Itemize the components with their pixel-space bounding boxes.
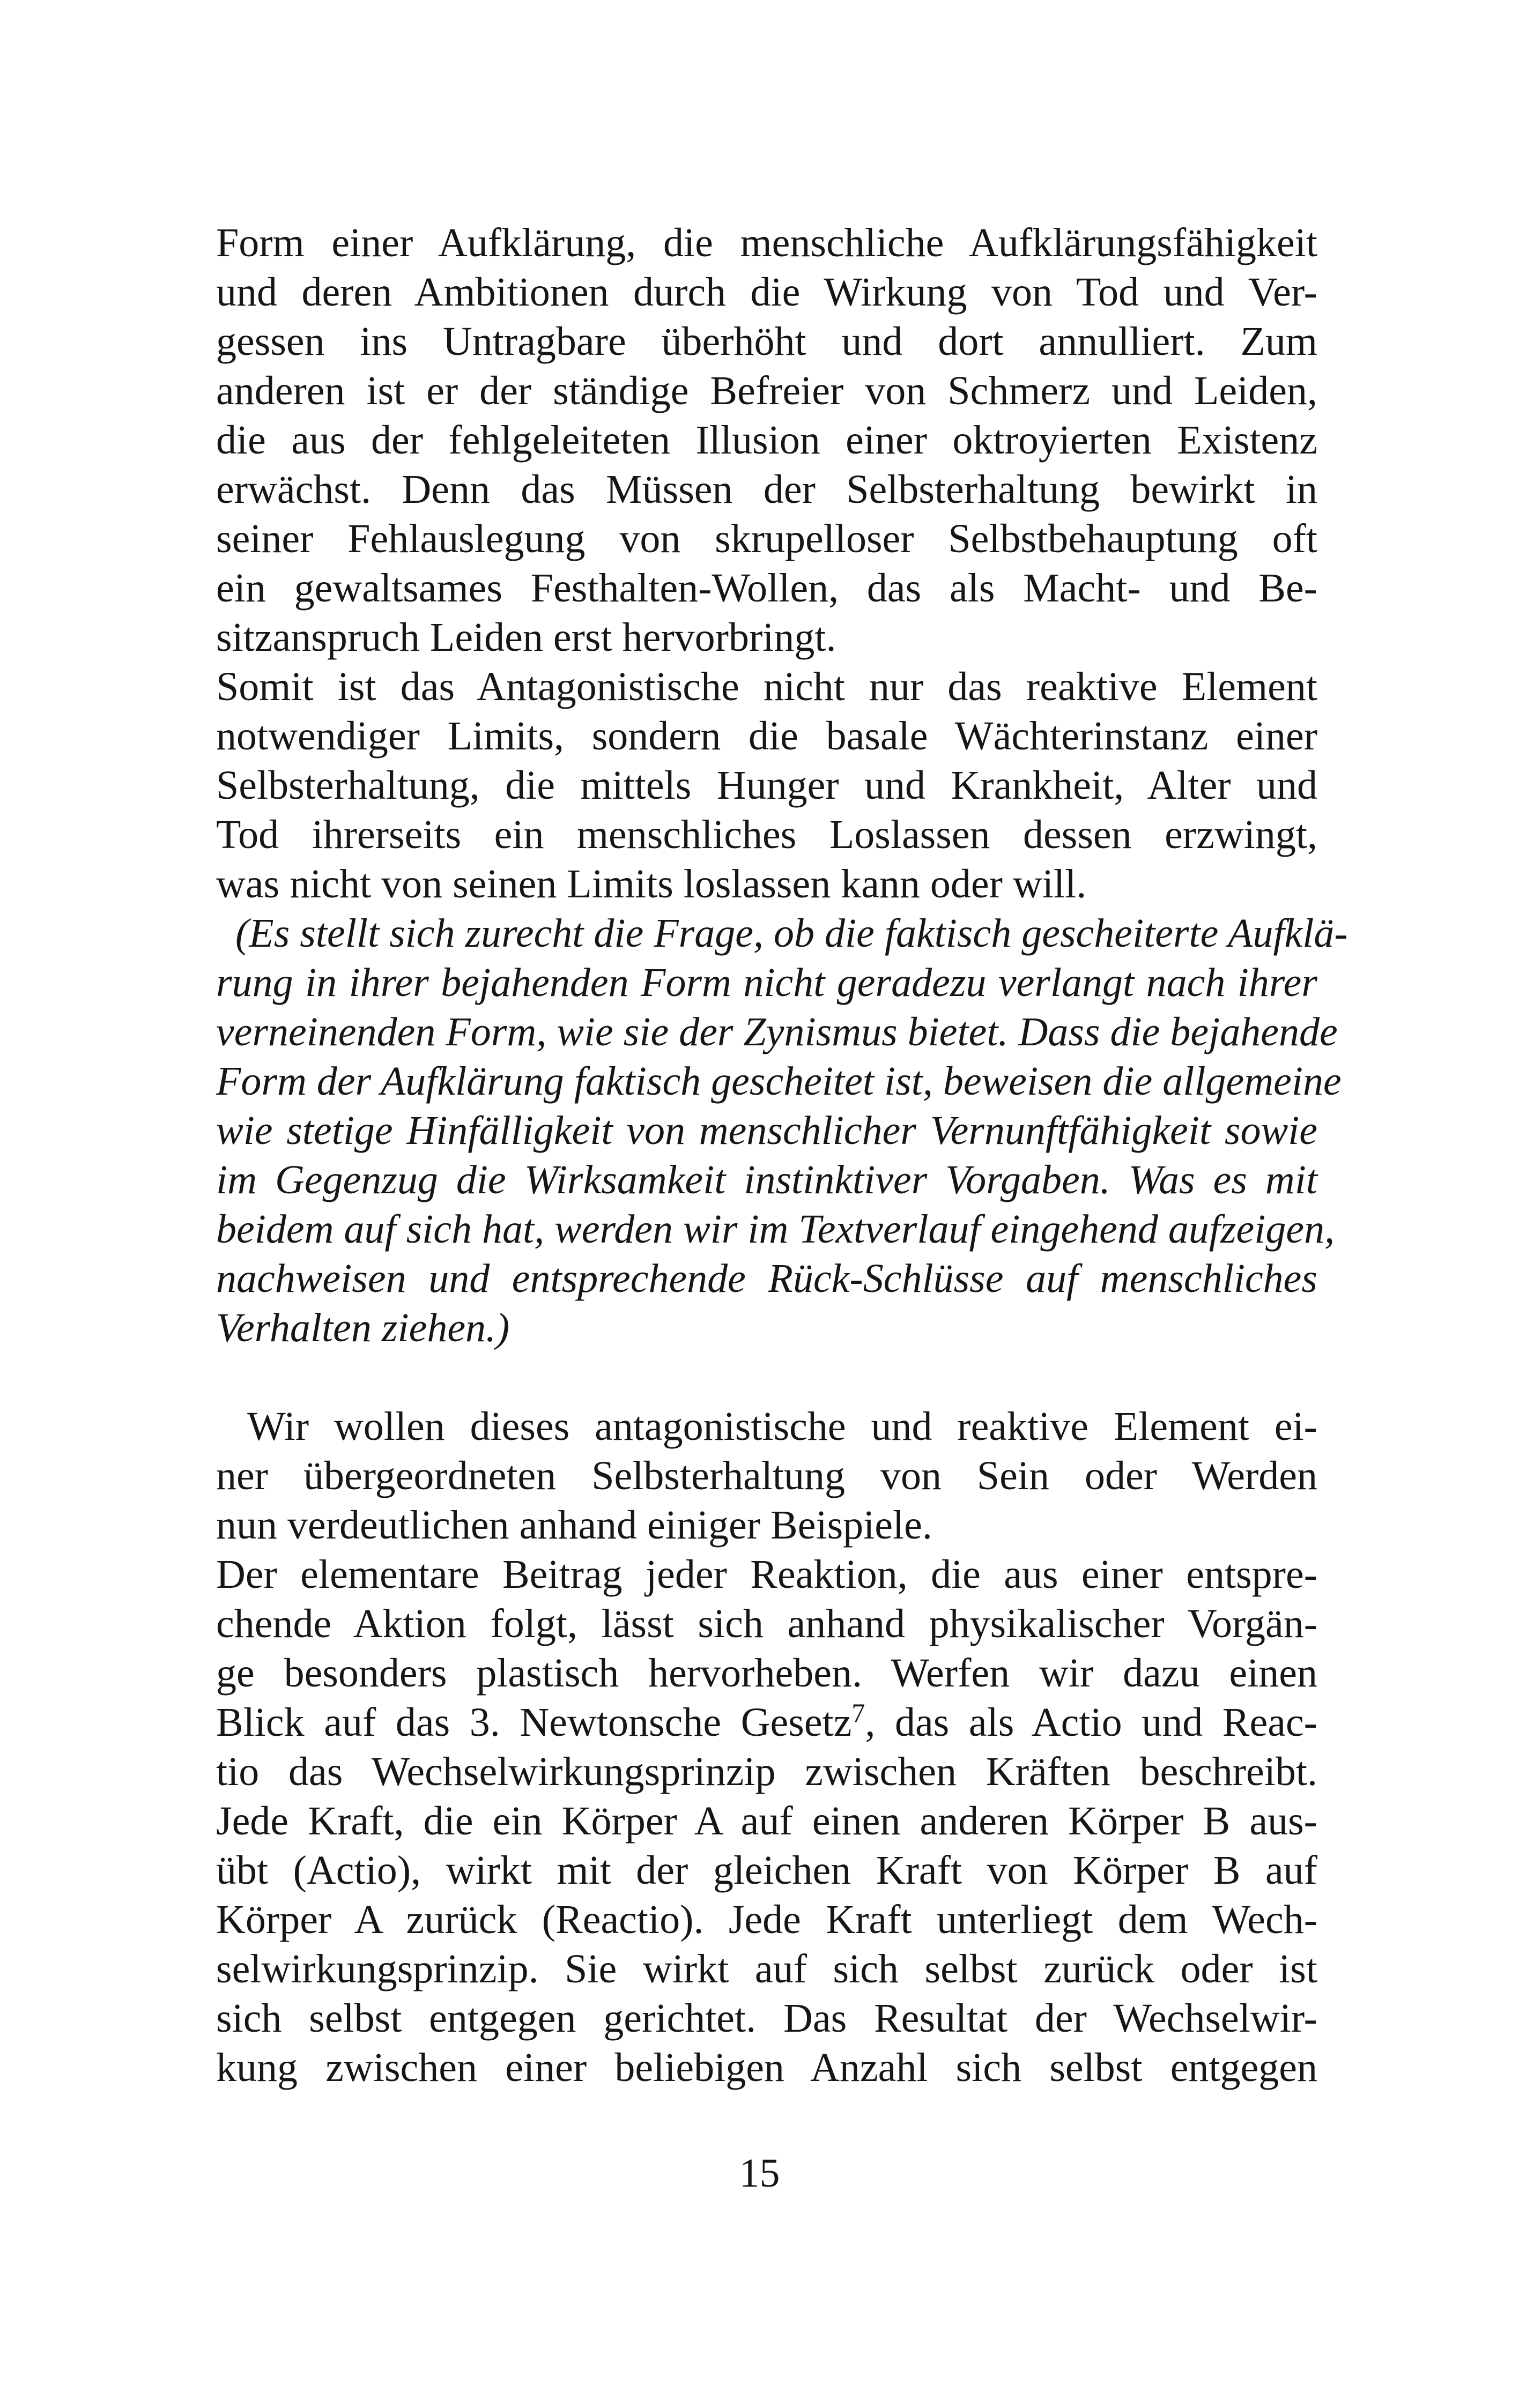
text-line: ge besonders plastisch hervorheben. Werfen wir dazu einen xyxy=(216,1651,1317,1696)
text-line: beidem auf sich hat, werden wir im Textverlauf eingehend aufzeigen, xyxy=(216,1207,1335,1252)
text-line: Tod ihrerseits ein menschliches Loslassen dessen erzwingt, xyxy=(216,812,1317,857)
text-line: nachweisen und entsprechende Rück-Schlüsse auf menschliches xyxy=(216,1256,1317,1301)
text-line: Jede Kraft, die ein Körper A auf einen anderen Körper B aus- xyxy=(216,1798,1317,1844)
text-line: gessen ins Untragbare überhöht und dort annulliert. Zum xyxy=(216,319,1317,364)
text-line: Somit ist das Antagonistische nicht nur das reaktive Element xyxy=(216,664,1317,709)
text-line: anderen ist er der ständige Befreier von Schmerz und Leiden, xyxy=(216,368,1317,413)
paragraph xyxy=(216,662,1317,909)
page-number: 15 xyxy=(739,2151,780,2196)
text-line-segment: , das als Actio und Reac- xyxy=(865,1700,1317,1745)
text-line: Wir wollen dieses antagonistische und reaktive Element ei- xyxy=(247,1404,1317,1449)
paragraph xyxy=(216,1550,1317,2092)
text-line: sich selbst entgegen gerichtet. Das Resultat der Wechselwir- xyxy=(216,1996,1317,2041)
text-line: ein gewaltsames Festhalten-Wollen, das als Macht- und Be- xyxy=(216,566,1317,611)
text-line: sitzanspruch Leiden erst hervorbringt. xyxy=(216,615,836,660)
text-line: nun verdeutlichen anhand einiger Beispiele. xyxy=(216,1503,932,1548)
text-line: Verhalten ziehen.) xyxy=(216,1305,510,1350)
text-line: selwirkungsprinzip. Sie wirkt auf sich selbst zurück oder ist xyxy=(216,1946,1317,1991)
footnote-marker[interactable]: 7 xyxy=(851,1698,865,1728)
text-line: Körper A zurück (Reactio). Jede Kraft unterliegt dem Wech- xyxy=(216,1897,1317,1942)
text-line-segment: Blick auf das 3. Newtonsche Gesetz xyxy=(216,1700,852,1745)
text-line: übt (Actio), wirkt mit der gleichen Kraft von Körper B auf xyxy=(216,1848,1317,1893)
body-text xyxy=(216,218,1348,2092)
text-line: erwächst. Denn das Müssen der Selbsterhaltung bewirkt in xyxy=(216,467,1317,512)
text-line: was nicht von seinen Limits loslassen kann oder will. xyxy=(216,861,1087,906)
text-line: im Gegenzug die Wirksamkeit instinktiver Vorgaben. Was es mit xyxy=(216,1157,1317,1202)
text-line: die aus der fehlgeleiteten Illusion einer oktroyierten Existenz xyxy=(216,418,1317,463)
text-line: rung in ihrer bejahenden Form nicht geradezu verlangt nach ihrer xyxy=(216,960,1317,1005)
text-line: verneinenden Form, wie sie der Zynismus bietet. Dass die bejahende xyxy=(216,1009,1338,1054)
text-line: Selbsterhaltung, die mittels Hunger und Krankheit, Alter und xyxy=(216,763,1317,808)
text-line: kung zwischen einer beliebigen Anzahl sich selbst entgegen xyxy=(216,2045,1317,2090)
paragraph-spacer xyxy=(216,1352,1317,1402)
text-line: wie stetige Hinfälligkeit von menschlicher Vernunftfähigkeit sowie xyxy=(216,1108,1317,1153)
text-line: Der elementare Beitrag jeder Reaktion, die aus einer entspre- xyxy=(216,1552,1317,1597)
text-line: ner übergeordneten Selbsterhaltung von Sein oder Werden xyxy=(216,1453,1317,1498)
paragraph xyxy=(216,1402,1317,1550)
text-line: und deren Ambitionen durch die Wirkung von Tod und Ver- xyxy=(216,270,1317,315)
text-line: Form einer Aufklärung, die menschliche Aufklärungsfähigkeit xyxy=(216,220,1317,265)
text-line-with-footnote xyxy=(216,1698,1317,1747)
text-line: notwendiger Limits, sondern die basale Wächterinstanz einer xyxy=(216,714,1317,759)
text-line: Form der Aufklärung faktisch gescheitet ist, beweisen die allgemeine xyxy=(216,1059,1342,1104)
text-line: (Es stellt sich zurecht die Frage, ob die faktisch gescheiterte Aufklä- xyxy=(235,911,1348,956)
italic-aside xyxy=(216,909,1348,1352)
text-line: seiner Fehlauslegung von skrupelloser Selbstbehauptung oft xyxy=(216,516,1317,561)
text-line: tio das Wechselwirkungsprinzip zwischen Kräften beschreibt. xyxy=(216,1749,1317,1794)
text-line: chende Aktion folgt, lässt sich anhand physikalischer Vorgän- xyxy=(216,1601,1317,1646)
paragraph xyxy=(216,218,1317,662)
